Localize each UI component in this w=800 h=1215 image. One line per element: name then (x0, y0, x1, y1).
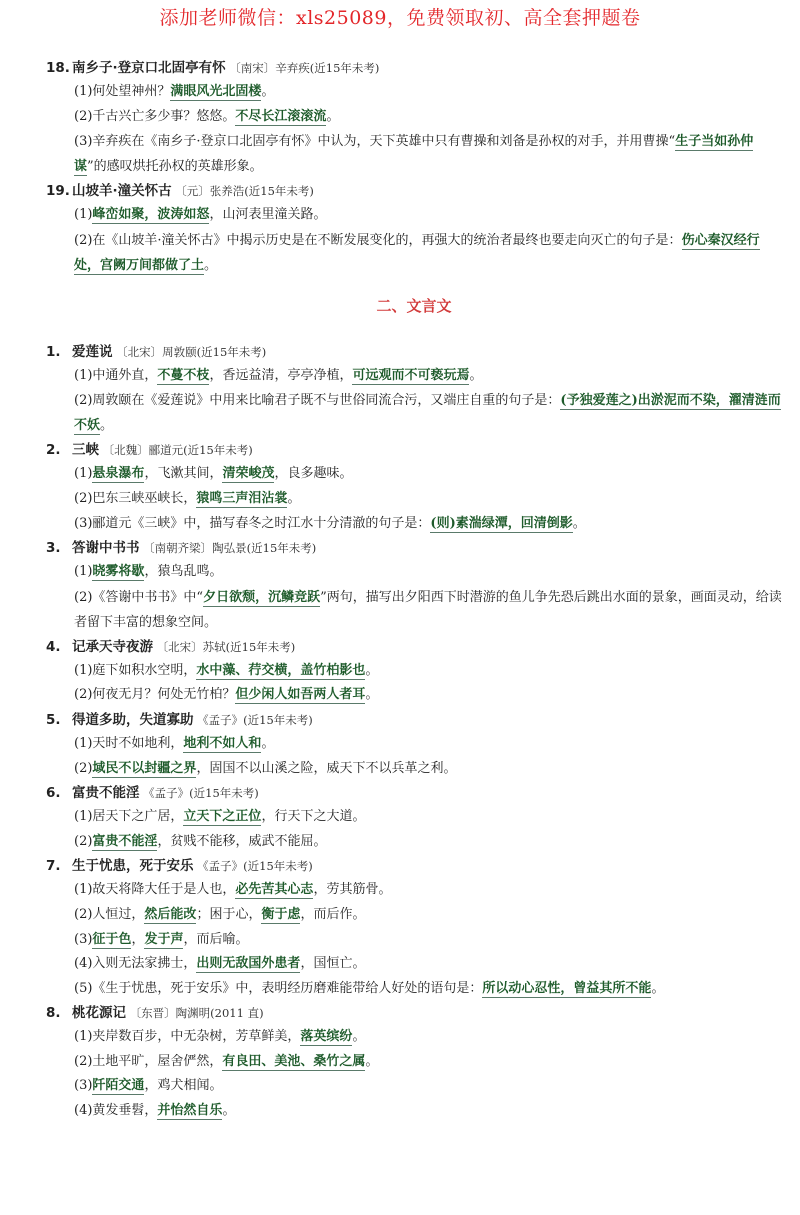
answer-text: 阡陌交通 (92, 1078, 145, 1094)
item-title-text: 南乡子·登京口北固亭有怀 (72, 60, 226, 76)
answer-text: 衡于虑 (261, 906, 301, 922)
item-title (46, 635, 782, 659)
item-source: 〔元〕张养浩(近15年未考) (171, 184, 314, 199)
item-source: 〔东晋〕陶渊明(2011 直) (126, 1006, 264, 1021)
question-line (46, 1025, 782, 1050)
answer-text: 征于色 (92, 931, 132, 947)
item-source: 《孟子》(近15年未考) (139, 786, 259, 801)
question-text: 。 (261, 84, 275, 99)
answer-text: 晓雾将歇 (92, 564, 145, 580)
item-number: 1. (46, 343, 61, 360)
question-text: (1) (74, 466, 93, 482)
question-text: (2)巴东三峡巫峡长， (74, 490, 197, 506)
question-text: ，鸡犬相闻。 (144, 1078, 223, 1094)
answer-text: 可远观而不可亵玩焉 (352, 367, 470, 383)
item-title-text: 爱莲说 (72, 343, 113, 360)
classical-item (46, 340, 782, 439)
question-text: (2)《答谢中书书》中“ (74, 589, 204, 605)
question-line (46, 1099, 782, 1124)
question-text: 。 (204, 257, 218, 273)
question-text: 。 (469, 367, 483, 383)
classical-item (46, 854, 782, 1001)
item-title-text: 桃花源记 (72, 1005, 126, 1022)
item-title (46, 781, 782, 805)
answer-text: 富贵不能淫 (92, 833, 158, 849)
item-number: 3. (46, 540, 61, 557)
item-source: 〔南宋〕辛弃疾(近15年未考) (225, 61, 380, 75)
question-text: (3) (74, 931, 93, 947)
question-line (46, 512, 782, 537)
answer-text: 满眼风光北固楼 (170, 84, 262, 99)
item-source: 〔北宋〕周敦颐(近15年未考) (112, 344, 267, 359)
question-line (46, 683, 782, 708)
question-text: ，贫贱不能移，威武不能屈。 (157, 833, 327, 849)
question-line (46, 388, 782, 438)
item-title (46, 708, 782, 732)
question-text: ；困于心， (196, 906, 262, 922)
item-source: 《孟子》(近15年未考) (193, 859, 313, 874)
question-text: 。 (572, 515, 586, 531)
question-text: (2)千古兴亡多少事？悠悠。 (74, 108, 236, 124)
promo-banner: 添加老师微信：xls25089，免费领取初、高全套押题卷 (159, 7, 641, 29)
question-text: (1)夹岸数百步，中无杂树，芳草鲜美， (74, 1029, 301, 1045)
document-body (46, 56, 782, 1124)
question-line (46, 977, 782, 1002)
item-title-text: 记承天寺夜游 (72, 638, 153, 655)
question-text: (4)黄发垂髫， (74, 1103, 158, 1119)
item-source: 〔北宋〕苏轼(近15年未考) (153, 639, 296, 654)
question-text: ，猿鸟乱鸣。 (144, 564, 223, 580)
answer-text: 生子当如孙仲谋 (74, 134, 754, 175)
question-text: (2)在《山坡羊·潼关怀古》中揭示历史是在不断发展变化的，再强大的统治者最终也要走向灭亡的句子是： (74, 232, 682, 248)
answer-text: 并怡然自乐 (157, 1103, 223, 1119)
question-text: 。 (326, 108, 340, 124)
classical-section (46, 340, 782, 1124)
item-title (46, 536, 782, 560)
question-text: (1)居天下之广居， (74, 809, 184, 825)
answer-text: 伤心秦汉经行处，宫阙万间都做了土 (74, 232, 760, 273)
question-text: 。 (100, 418, 114, 434)
question-text: ”两句，描写出夕阳西下时潜游的鱼儿争先恐后跳出水面的景象，画面灵动，给读者留下丰富的想象空间。 (74, 589, 782, 630)
question-line (46, 878, 782, 903)
item-title-text: 三峡 (72, 442, 99, 459)
item-title-text: 富贵不能淫 (72, 785, 140, 802)
answer-text: 落英缤纷 (300, 1029, 353, 1045)
answer-text: 不蔓不枝 (157, 367, 210, 383)
classical-item (46, 708, 782, 781)
answer-text: 峰峦如聚，波涛如怒 (92, 207, 210, 223)
question-line (46, 105, 782, 130)
question-line (46, 560, 782, 585)
question-text: (1)庭下如积水空明， (74, 662, 197, 678)
question-text: (2)土地平旷，屋舍俨然， (74, 1053, 223, 1069)
question-text: (2)何夜无月？何处无竹柏？ (74, 687, 236, 703)
question-text: 。 (352, 1029, 366, 1045)
item-number: 2. (46, 442, 61, 459)
item-number: 8. (46, 1005, 61, 1022)
question-line (46, 1050, 782, 1075)
item-number: 7. (46, 858, 61, 875)
item-source: 〔南朝齐梁〕陶弘景(近15年未考) (139, 541, 317, 556)
answer-text: 清荣峻茂 (222, 466, 275, 482)
item-title (46, 340, 782, 364)
answer-text: 发于声 (144, 931, 184, 947)
item-number: 5. (46, 711, 61, 728)
question-text: ，飞漱其间， (144, 466, 223, 482)
item-title-text: 答谢中书书 (72, 540, 140, 557)
answer-text: 域民不以封疆之界 (92, 760, 197, 776)
question-line (46, 129, 782, 179)
answer-text: 然后能改 (144, 906, 197, 922)
question-text: ，而后作。 (300, 906, 366, 922)
question-line (46, 757, 782, 782)
question-text: 。 (365, 687, 379, 703)
question-line (46, 830, 782, 855)
question-text: (5)《生于忧患，死于安乐》中，表明经历磨难能带给人好处的语句是： (74, 980, 483, 996)
answer-text: 必先苦其心志 (235, 882, 314, 898)
classical-item (46, 781, 782, 854)
question-line (46, 732, 782, 757)
poems-section (46, 56, 782, 278)
item-number: 4. (46, 638, 61, 655)
question-text: (1)中通外直， (74, 367, 158, 383)
question-line (46, 952, 782, 977)
answer-text: (则)素湍绿潭，回清倒影 (430, 515, 573, 531)
question-text: (2)人恒过， (74, 906, 145, 922)
item-title-text: 得道多助，失道寡助 (72, 711, 194, 728)
question-text: 。 (365, 662, 379, 678)
question-line (46, 1074, 782, 1099)
item-title (46, 56, 782, 80)
answer-text: 猿鸣三声泪沾裳 (196, 490, 288, 506)
item-title (46, 179, 782, 203)
item-number: 6. (46, 785, 61, 802)
question-text: ， (131, 931, 145, 947)
poem-item (46, 56, 782, 179)
answer-text: 所以动心忍性，曾益其所不能 (482, 980, 652, 996)
classical-item (46, 1001, 782, 1123)
question-text: ，山河表里潼关路。 (209, 207, 327, 223)
question-text: (1)何处望神州？ (74, 84, 171, 99)
question-text: (2)周敦颐在《爱莲说》中用来比喻君子既不与世俗同流合污，又端庄自重的句子是： (74, 393, 561, 409)
item-number: 18. (46, 60, 70, 76)
question-text: ，香远益清，亭亭净植， (209, 367, 353, 383)
question-text: 。 (651, 980, 665, 996)
answer-text: 不尽长江滚滚流 (235, 108, 327, 124)
item-source: 〔北魏〕郦道元(近15年未考) (99, 443, 253, 458)
item-title (46, 854, 782, 878)
question-line (46, 903, 782, 928)
answer-text: 水中藻、荇交横，盖竹柏影也 (196, 662, 366, 678)
classical-item (46, 635, 782, 708)
question-text: (1)天时不如地利， (74, 735, 184, 751)
question-text: ，劳其筋骨。 (313, 882, 392, 898)
item-title-text: 生于忧患，死于安乐 (72, 858, 194, 875)
item-source: 《孟子》(近15年未考) (193, 712, 313, 727)
question-text: (3)郦道元《三峡》中，描写春冬之时江水十分清澈的句子是： (74, 515, 431, 531)
item-title-text: 山坡羊·潼关怀古 (72, 183, 172, 200)
question-text: ，行天下之大道。 (261, 809, 366, 825)
question-line (46, 203, 782, 228)
item-title (46, 438, 782, 462)
question-text: 。 (261, 735, 275, 751)
classical-item (46, 438, 782, 536)
question-text: (2) (74, 833, 93, 849)
question-text: ”的感叹烘托孙权的英雄形象。 (87, 159, 263, 175)
poem-item (46, 179, 782, 278)
question-line (46, 928, 782, 953)
question-text: (3)辛弃疾在《南乡子·登京口北固亭有怀》中认为，天下英雄中只有曹操和刘备是孙权的对手，并用曹操“ (74, 134, 676, 150)
question-text: (1) (74, 564, 93, 580)
question-text: ，而后喻。 (183, 931, 249, 947)
question-line (46, 364, 782, 389)
section-title-classical-chinese: 二、文言文 (376, 296, 452, 315)
question-line (46, 462, 782, 487)
item-title (46, 1001, 782, 1025)
answer-text: 立天下之正位 (183, 809, 262, 825)
question-line (46, 585, 782, 635)
question-text: (1)故天将降大任于是人也， (74, 882, 236, 898)
classical-item (46, 536, 782, 635)
question-text: 。 (287, 490, 301, 506)
answer-text: 悬泉瀑布 (92, 466, 145, 482)
question-text: ，固国不以山溪之险，威天下不以兵革之利。 (196, 760, 457, 776)
answer-text: 夕日欲颓，沉鳞竞跃 (203, 589, 321, 605)
question-text: (4)入则无法家拂士， (74, 956, 197, 972)
answer-text: 有良田、美池、桑竹之属 (222, 1053, 366, 1069)
question-text: (2) (74, 760, 93, 776)
question-line (46, 228, 782, 278)
answer-text: (予独爱莲之)出淤泥而不染，濯清涟而不妖 (74, 393, 781, 434)
question-line (46, 659, 782, 684)
question-text: 。 (365, 1053, 379, 1069)
question-text: (3) (74, 1078, 93, 1094)
question-line (46, 487, 782, 512)
answer-text: 出则无敌国外患者 (196, 956, 301, 972)
answer-text: 地利不如人和 (183, 735, 262, 751)
question-text: (1) (74, 207, 93, 223)
question-text: ，良多趣味。 (274, 466, 353, 482)
question-text: ，国恒亡。 (300, 956, 366, 972)
answer-text: 但少闲人如吾两人者耳 (235, 687, 366, 703)
question-line (46, 80, 782, 105)
item-number: 19. (46, 183, 70, 200)
question-text: 。 (222, 1103, 236, 1119)
question-line (46, 805, 782, 830)
